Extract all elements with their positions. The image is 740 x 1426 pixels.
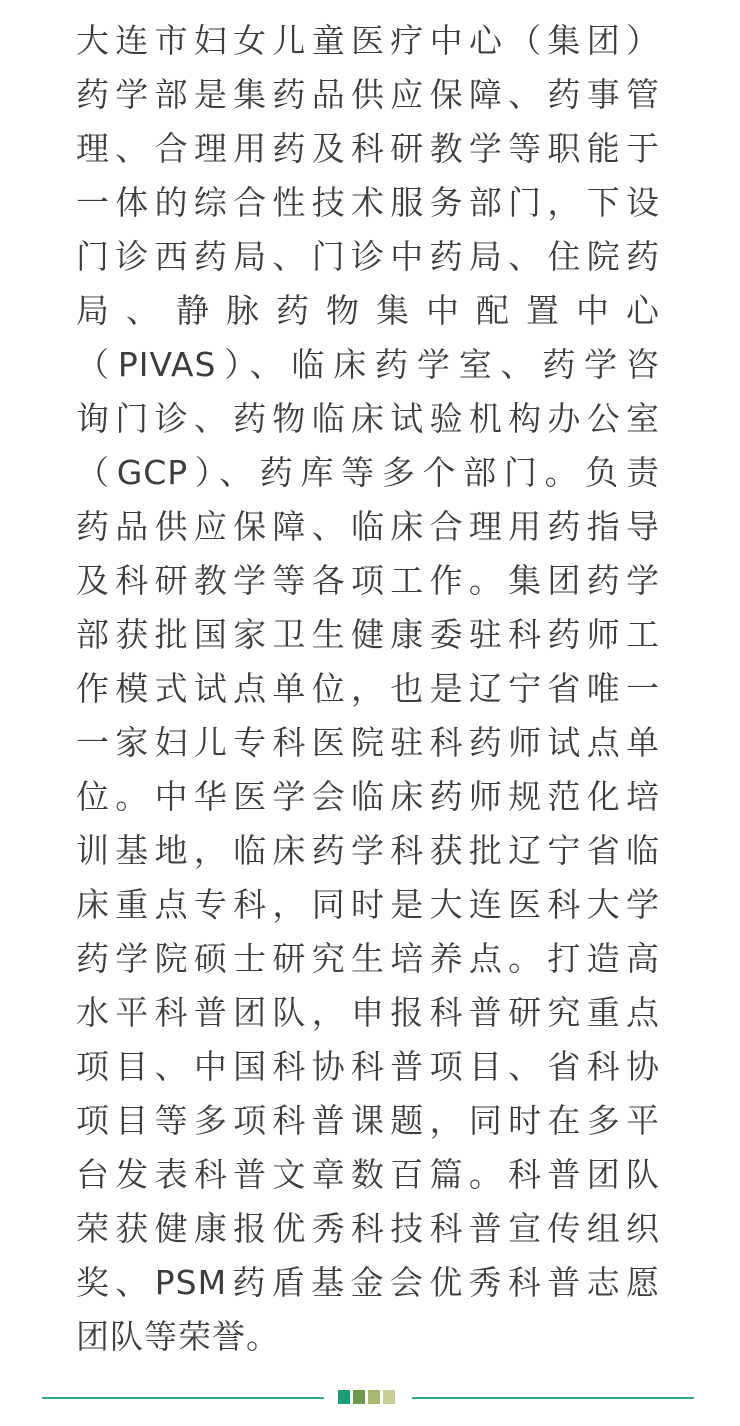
article-line: 床重点专科，同时是大连医科大学 — [76, 885, 660, 924]
article-line: 奖、PSM药盾基金会优秀科普志愿 — [76, 1263, 660, 1302]
article-line: 部获批国家卫生健康委驻科药师工 — [76, 615, 660, 654]
article-line: 门诊西药局、门诊中药局、住院药 — [76, 237, 660, 276]
article-body — [76, 14, 660, 1364]
article-line: 项目、中国科协科普项目、省科协 — [76, 1047, 660, 1086]
divider-rule-right — [412, 1397, 694, 1399]
article-line: 一体的综合性技术服务部门，下设 — [76, 183, 660, 222]
article-line: 药品供应保障、临床合理用药指导 — [76, 507, 660, 546]
article-line: 训基地，临床药学科获批辽宁省临 — [76, 831, 660, 870]
divider-blocks — [338, 1390, 395, 1406]
article-line: 团队等荣誉。 — [76, 1317, 280, 1356]
article-line: 项目等多项科普课题，同时在多平 — [76, 1101, 660, 1140]
article-line: 一家妇儿专科医院驻科药师试点单 — [76, 723, 660, 762]
article-line: 作模式试点单位，也是辽宁省唯一 — [76, 669, 660, 708]
article-line: 台发表科普文章数百篇。科普团队 — [76, 1155, 660, 1194]
article-line: 位。中华医学会临床药师规范化培 — [76, 777, 660, 816]
article-line: 局、静脉药物集中配置中心 — [76, 291, 660, 330]
divider-rule-left — [42, 1397, 324, 1399]
article-line: 大连市妇女儿童医疗中心（集团） — [76, 21, 660, 60]
article-line: 药学部是集药品供应保障、药事管 — [76, 75, 660, 114]
divider-block — [338, 1390, 350, 1404]
article-line: （PIVAS）、临床药学室、药学咨 — [76, 345, 660, 384]
article-line: （GCP）、药库等多个部门。负责 — [76, 453, 660, 492]
article-line: 理、合理用药及科研教学等职能于 — [76, 129, 660, 168]
article-line: 荣获健康报优秀科技科普宣传组织 — [76, 1209, 660, 1248]
section-divider — [42, 1390, 694, 1406]
divider-block — [383, 1390, 395, 1404]
article-line: 及科研教学等各项工作。集团药学 — [76, 561, 660, 600]
article-line: 水平科普团队，申报科普研究重点 — [76, 993, 660, 1032]
article-line: 药学院硕士研究生培养点。打造高 — [76, 939, 660, 978]
divider-block — [368, 1390, 380, 1404]
divider-block — [353, 1390, 365, 1404]
article-line: 询门诊、药物临床试验机构办公室 — [76, 399, 660, 438]
